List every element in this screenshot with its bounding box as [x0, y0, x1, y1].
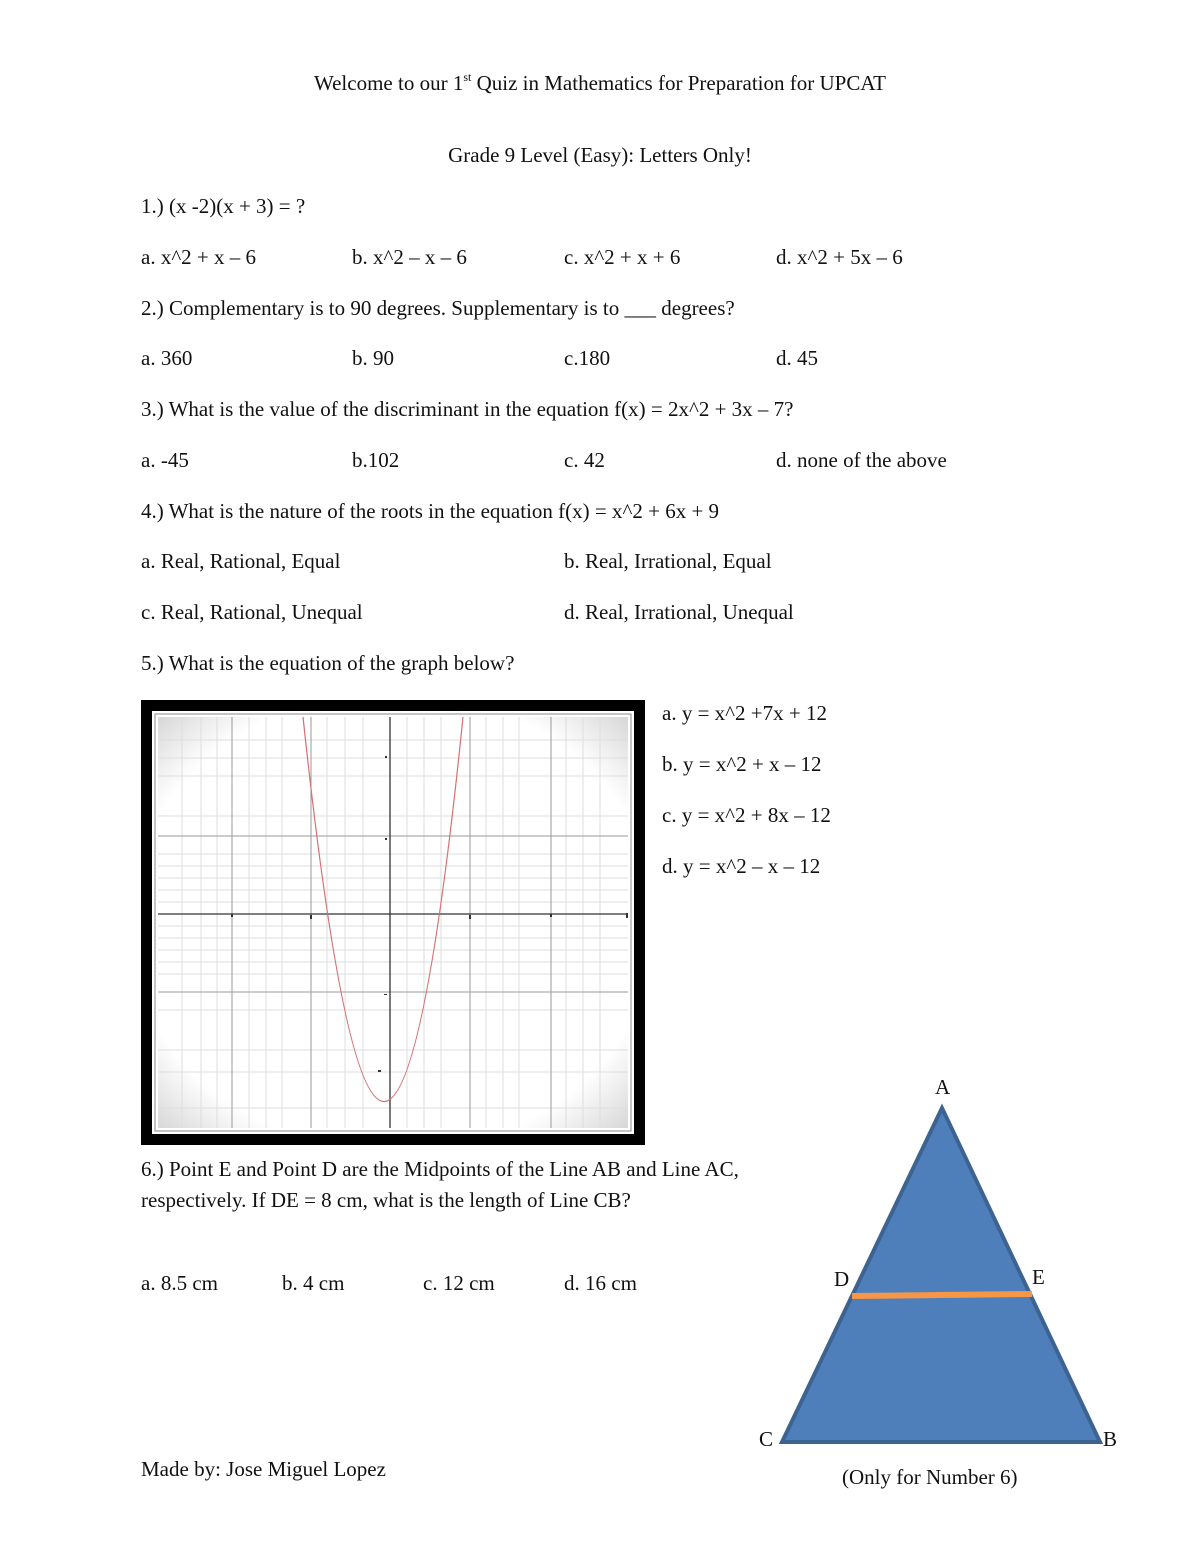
parabola-graph [141, 700, 645, 1145]
q4-choice-b: b. Real, Irrational, Equal [564, 549, 772, 573]
q4-choice-c: c. Real, Rational, Unequal [141, 600, 363, 624]
label-b: B [1103, 1427, 1118, 1451]
q5-choice-b: b. y = x^2 + x – 12 [662, 752, 822, 776]
q5-choice-a: a. y = x^2 +7x + 12 [662, 701, 827, 725]
q3-choice-b: b.102 [352, 448, 400, 472]
q6-choice-a: a. 8.5 cm [141, 1271, 218, 1295]
q6-choice-d: d. 16 cm [564, 1271, 637, 1295]
q2-choice-a: a. 360 [141, 346, 193, 370]
q3-choice-d: d. none of the above [776, 448, 947, 472]
author-credit: Made by: Jose Miguel Lopez [141, 1457, 386, 1481]
triangle-abc [782, 1108, 1100, 1442]
label-c: C [759, 1427, 774, 1451]
quiz-title: Welcome to our 1st Quiz in Mathematics for Preparation for UPCAT [313, 70, 887, 95]
q2-choice-b: b. 90 [352, 346, 394, 370]
question-3: 3.) What is the value of the discriminant in the equation f(x) = 2x^2 + 3x – 7? [141, 397, 794, 421]
q6-choice-c: c. 12 cm [423, 1271, 495, 1295]
q3-choice-c: c. 42 [564, 448, 605, 472]
q1-choice-c: c. x^2 + x + 6 [564, 245, 681, 269]
segment-de [852, 1294, 1032, 1296]
label-e: E [1032, 1265, 1045, 1289]
q5-choice-c: c. y = x^2 + 8x – 12 [662, 803, 831, 827]
question-5: 5.) What is the equation of the graph below? [141, 651, 515, 675]
question-2: 2.) Complementary is to 90 degrees. Supplementary is to ___ degrees? [141, 296, 735, 320]
question-6: 6.) Point E and Point D are the Midpoints of the Line AB and Line AC, respectively. If DE = 8 cm, what is the length of Line CB? [141, 1157, 739, 1212]
q6-choice-b: b. 4 cm [282, 1271, 345, 1295]
q3-choice-a: a. -45 [141, 448, 189, 472]
q1-choice-a: a. x^2 + x – 6 [141, 245, 257, 269]
graph-area [158, 717, 628, 1128]
q2-choice-c: c.180 [564, 346, 611, 370]
q4-choice-d: d. Real, Irrational, Unequal [564, 600, 794, 624]
q5-choice-d: d. y = x^2 – x – 12 [662, 854, 821, 878]
q1-choice-d: d. x^2 + 5x – 6 [776, 245, 903, 269]
q2-choice-d: d. 45 [776, 346, 818, 370]
label-d: D [834, 1267, 850, 1291]
triangle-caption: (Only for Number 6) [842, 1465, 1018, 1489]
question-4: 4.) What is the nature of the roots in the equation f(x) = x^2 + 6x + 9 [141, 499, 720, 523]
q1-choice-b: b. x^2 – x – 6 [352, 245, 467, 269]
quiz-subtitle: Grade 9 Level (Easy): Letters Only! [448, 143, 752, 167]
question-1: 1.) (x -2)(x + 3) = ? [141, 194, 306, 218]
q4-choice-a: a. Real, Rational, Equal [141, 549, 341, 573]
label-a: A [935, 1075, 951, 1099]
triangle-figure [740, 1070, 1140, 1460]
